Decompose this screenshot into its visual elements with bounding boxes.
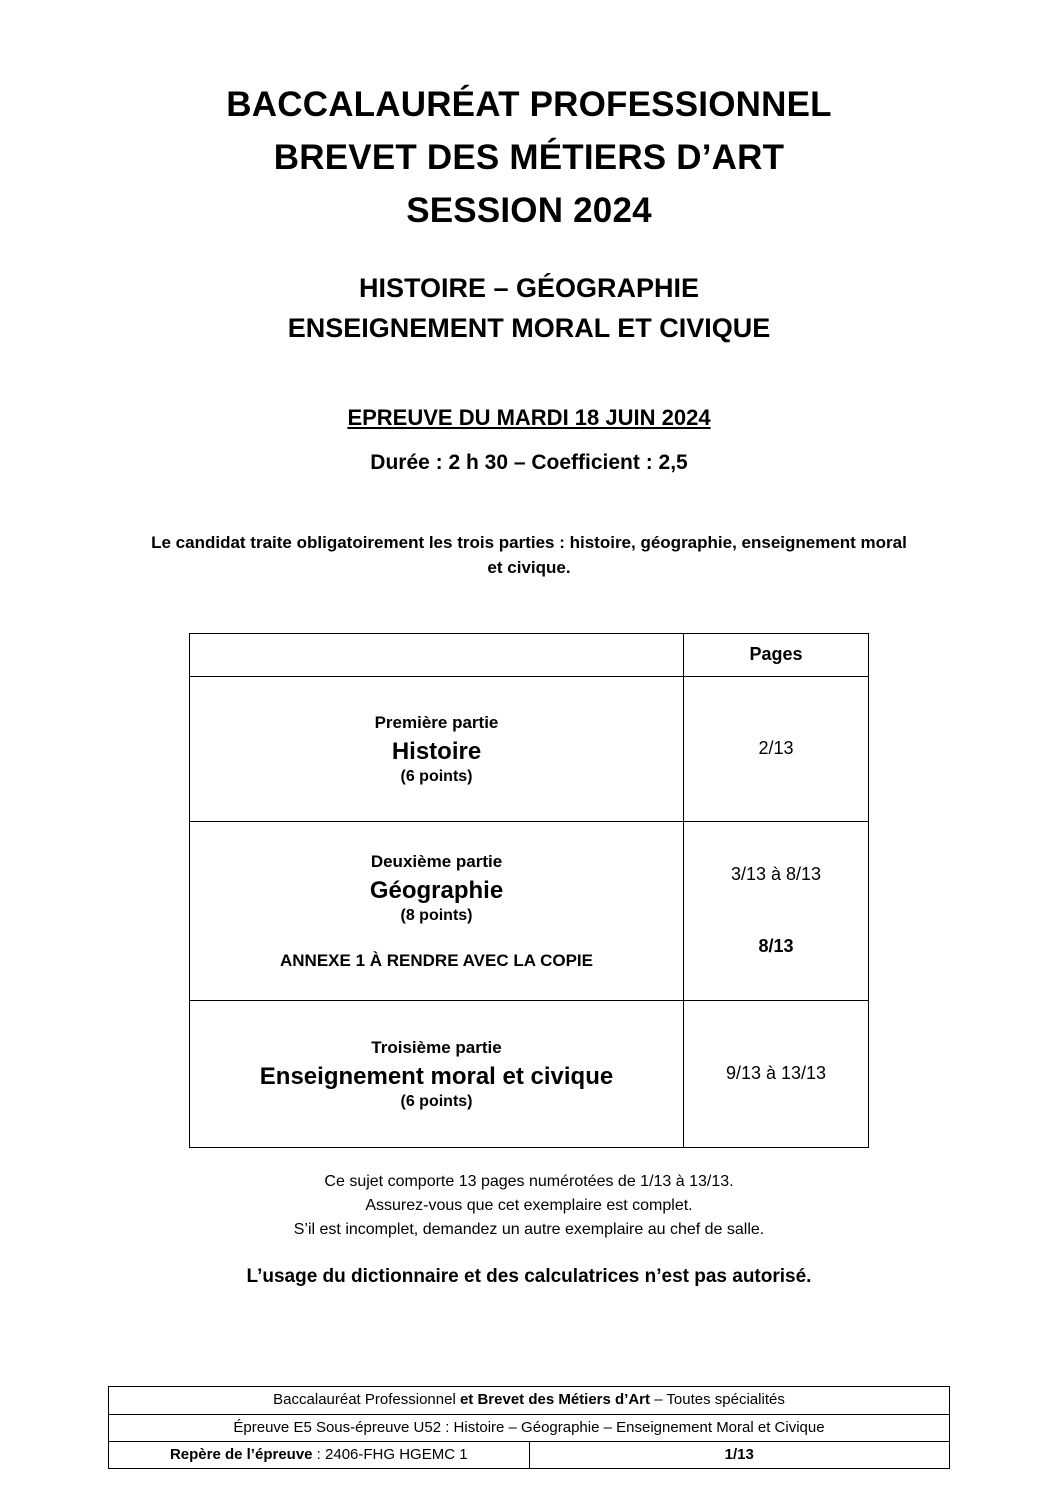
subject-line-2: ENSEIGNEMENT MORAL ET CIVIQUE — [287, 313, 771, 344]
part-subtitle: Première partie — [374, 713, 499, 733]
footer-text-part3: – Toutes spécialités — [654, 1391, 785, 1409]
note-line-1: Ce sujet comporte 13 pages numérotées de 1/13 à 13/13. — [324, 1172, 734, 1190]
footer-row-1 — [109, 1387, 950, 1414]
title-line-2: BREVET DES MÉTIERS D’ART — [273, 138, 785, 178]
title-line-3: SESSION 2024 — [406, 191, 652, 231]
part-title: Géographie — [369, 876, 504, 904]
footer-epreuve: Épreuve E5 Sous-épreuve U52 : Histoire – Géographie – Enseignement Moral et Civique — [109, 1414, 950, 1441]
completeness-notes — [96, 1170, 962, 1242]
footer-text-part1: Baccalauréat Professionnel — [273, 1391, 460, 1409]
pages-range: 3/13 à 8/13 — [730, 864, 822, 885]
footer-page-number: 1/13 — [529, 1441, 950, 1468]
footer-table — [108, 1386, 950, 1469]
part-cell-emc — [190, 1000, 684, 1147]
title-line-1: BACCALAURÉAT PROFESSIONNEL — [226, 85, 832, 124]
header-empty-cell — [190, 633, 684, 676]
usage-notice: L’usage du dictionnaire et des calculatrices n’est pas autorisé. — [246, 1265, 812, 1287]
pages-cell — [684, 1000, 869, 1147]
footer-repere-label: Repère de l’épreuve — [169, 1445, 313, 1463]
footer-repere-value: : 2406-FHG HGEMC 1 — [312, 1445, 468, 1463]
footer-row-2 — [109, 1414, 950, 1441]
exam-date: EPREUVE DU MARDI 18 JUIN 2024 — [347, 404, 711, 430]
pages-range: 2/13 — [758, 737, 794, 758]
table-header-row — [190, 633, 869, 676]
note-line-3: S’il est incomplet, demandez un autre exemplaire au chef de salle. — [293, 1220, 765, 1238]
table-row — [190, 1000, 869, 1147]
part-cell-histoire — [190, 676, 684, 821]
part-cell-geographie — [190, 821, 684, 1000]
annexe-note: ANNEXE 1 À RENDRE AVEC LA COPIE — [280, 951, 593, 971]
footer-specialites — [109, 1387, 950, 1414]
pages-range: 9/13 à 13/13 — [725, 1062, 827, 1083]
page-footer — [108, 1386, 950, 1469]
candidate-instruction: Le candidat traite obligatoirement les trois parties : histoire, géographie, enseignement moral et civique. — [151, 532, 907, 578]
title-block — [96, 78, 962, 475]
part-title: Enseignement moral et civique — [259, 1062, 614, 1090]
footer-row-3 — [109, 1441, 950, 1468]
exam-duration: Durée : 2 h 30 – Coefficient : 2,5 — [370, 450, 688, 474]
part-points: (6 points) — [400, 768, 473, 786]
part-points: (8 points) — [400, 907, 473, 925]
part-points: (6 points) — [400, 1093, 473, 1111]
part-title: Histoire — [391, 737, 482, 765]
table-row — [190, 821, 869, 1000]
pages-cell — [684, 676, 869, 821]
part-subtitle: Troisième partie — [371, 1038, 502, 1058]
part-subtitle: Deuxième partie — [370, 852, 503, 872]
footer-repere — [109, 1441, 530, 1468]
parts-table — [189, 633, 869, 1148]
annexe-page: 8/13 — [758, 935, 794, 956]
subject-line-1: HISTOIRE – GÉOGRAPHIE — [358, 272, 700, 303]
footer-text-part2: et Brevet des Métiers d’Art — [459, 1391, 655, 1409]
pages-cell — [684, 821, 869, 1000]
header-pages-cell: Pages — [684, 633, 869, 676]
table-row — [190, 676, 869, 821]
note-line-2: Assurez-vous que cet exemplaire est complet. — [365, 1196, 693, 1214]
subject-block — [96, 268, 962, 349]
